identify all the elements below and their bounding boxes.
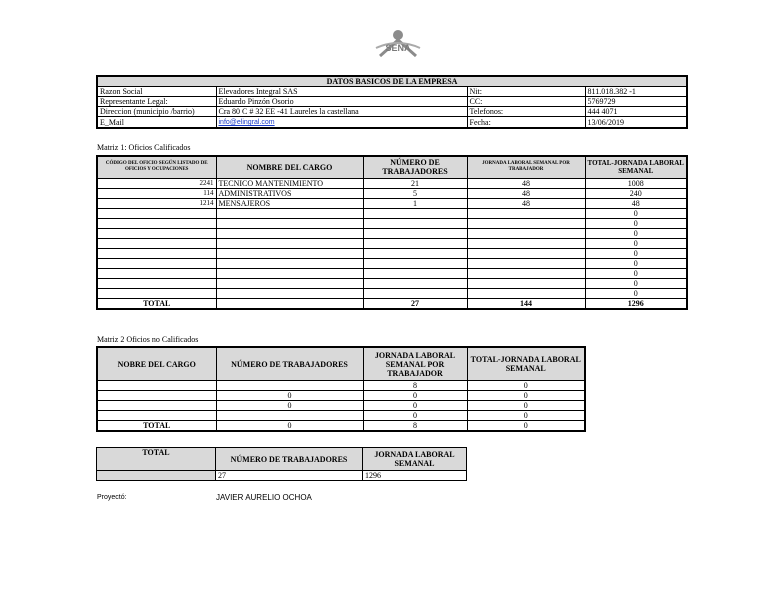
matrix2-total-row	[97, 421, 585, 432]
col-header: NOBRE DEL CARGO	[97, 347, 216, 381]
total-cell: 0	[467, 421, 585, 432]
table-cell	[467, 278, 585, 288]
table-row	[97, 268, 687, 278]
table-cell: 8	[363, 381, 467, 391]
summary-value: 1296	[363, 471, 467, 481]
table-cell	[216, 228, 363, 238]
company-value: 811.018.382 -1	[585, 87, 687, 97]
table-cell	[363, 248, 467, 258]
matrix1-total-row	[97, 298, 687, 309]
table-cell	[363, 288, 467, 298]
table-cell	[467, 268, 585, 278]
table-cell: 0	[585, 248, 687, 258]
table-row	[97, 381, 585, 391]
company-value: 13/06/2019	[585, 117, 687, 129]
company-label: Fecha:	[467, 117, 585, 129]
table-cell	[467, 208, 585, 218]
col-header: NOMBRE DEL CARGO	[216, 156, 363, 178]
table-cell: 48	[467, 178, 585, 188]
col-header: NÚMERO DE TRABAJADORES	[216, 347, 363, 381]
table-row	[97, 188, 687, 198]
company-label: Razon Social	[97, 87, 216, 97]
table-cell	[216, 238, 363, 248]
company-label: Telefonos:	[467, 107, 585, 117]
matrix2-title: Matriz 2 Oficios no Calificados	[97, 335, 199, 344]
table-cell	[467, 228, 585, 238]
table-cell: 0	[585, 288, 687, 298]
table-cell: 2241	[97, 178, 216, 188]
table-row	[97, 411, 585, 421]
company-row	[97, 117, 687, 129]
table-cell: 0	[216, 401, 363, 411]
table-row	[97, 198, 687, 208]
table-cell	[216, 218, 363, 228]
table-cell: 0	[585, 228, 687, 238]
table-cell	[216, 268, 363, 278]
total-cell: 27	[363, 298, 467, 309]
table-row	[97, 401, 585, 411]
table-cell: 0	[467, 381, 585, 391]
summary-label: TOTAL	[97, 448, 216, 471]
table-cell: TECNICO MANTENIMIENTO	[216, 178, 363, 188]
table-cell	[97, 401, 216, 411]
table-cell	[216, 258, 363, 268]
table-cell: 0	[363, 401, 467, 411]
table-cell	[467, 218, 585, 228]
matrix2-table	[96, 346, 586, 432]
table-row	[97, 218, 687, 228]
table-cell: 0	[363, 411, 467, 421]
company-row	[97, 87, 687, 97]
table-cell: 240	[585, 188, 687, 198]
table-cell	[363, 278, 467, 288]
col-header: CÓDIGO DEL OFICIO SEGÚN LISTADO DE OFICIOS Y OCUPACIONES	[97, 156, 216, 178]
table-cell	[363, 268, 467, 278]
table-cell	[216, 381, 363, 391]
table-cell	[363, 238, 467, 248]
table-cell	[97, 381, 216, 391]
col-header: NÚMERO DE TRABAJADORES	[363, 156, 467, 178]
table-cell: 1008	[585, 178, 687, 188]
sena-logo	[372, 26, 424, 66]
table-cell	[216, 288, 363, 298]
table-cell	[216, 278, 363, 288]
table-cell	[97, 288, 216, 298]
company-value: 5769729	[585, 97, 687, 107]
matrix1-title: Matriz 1: Oficios Calificados	[97, 143, 191, 152]
table-cell	[467, 288, 585, 298]
total-cell: 1296	[585, 298, 687, 309]
company-label: E_Mail	[97, 117, 216, 129]
company-value: Eduardo Pinzón Osorio	[216, 97, 467, 107]
table-cell	[97, 391, 216, 401]
table-cell	[363, 208, 467, 218]
table-cell: ADMINISTRATIVOS	[216, 188, 363, 198]
table-cell	[363, 258, 467, 268]
table-cell: 0	[585, 278, 687, 288]
table-row	[97, 248, 687, 258]
table-cell	[467, 248, 585, 258]
table-cell: 0	[585, 238, 687, 248]
company-label: CC:	[467, 97, 585, 107]
table-row	[97, 391, 585, 401]
col-header: NÚMERO DE TRABAJADORES	[216, 448, 363, 471]
table-cell: 0	[467, 401, 585, 411]
matrix1-table	[96, 155, 688, 310]
table-row	[97, 278, 687, 288]
table-cell: 114	[97, 188, 216, 198]
summary-table	[96, 447, 467, 481]
table-cell: 48	[467, 198, 585, 208]
table-cell	[363, 218, 467, 228]
email-link[interactable]: info@elingral.com	[218, 119, 275, 126]
table-cell: 5	[363, 188, 467, 198]
table-cell	[216, 411, 363, 421]
col-header: TOTAL-JORNADA LABORAL SEMANAL	[467, 347, 585, 381]
total-cell: 8	[363, 421, 467, 432]
company-value: Cra 80 C # 32 EE -41 Laureles la castellana	[216, 107, 467, 117]
total-cell	[216, 298, 363, 309]
company-row	[97, 97, 687, 107]
col-header: JORNADA LABORAL SEMANAL POR TRABAJADOR	[363, 347, 467, 381]
company-row	[97, 107, 687, 117]
table-cell	[97, 258, 216, 268]
table-cell	[216, 248, 363, 258]
table-cell	[97, 278, 216, 288]
table-cell	[467, 258, 585, 268]
footer-name: JAVIER AURELIO OCHOA	[216, 493, 312, 502]
total-cell: TOTAL	[97, 298, 216, 309]
summary-value: 27	[216, 471, 363, 481]
table-cell: 48	[467, 188, 585, 198]
table-row	[97, 228, 687, 238]
table-cell: 0	[585, 258, 687, 268]
table-cell: 0	[585, 268, 687, 278]
company-value: 444 4071	[585, 107, 687, 117]
table-cell	[97, 228, 216, 238]
table-cell: 0	[216, 391, 363, 401]
table-cell: 0	[585, 208, 687, 218]
table-cell: 1214	[97, 198, 216, 208]
svg-text:SENA: SENA	[385, 43, 411, 53]
col-header: JORNADA LABORAL SEMANAL	[363, 448, 467, 471]
total-cell: 144	[467, 298, 585, 309]
total-cell: TOTAL	[97, 421, 216, 432]
company-title: DATOS BASICOS DE LA EMPRESA	[97, 76, 687, 87]
company-label: Nit:	[467, 87, 585, 97]
table-cell: 0	[467, 411, 585, 421]
table-cell: 0	[363, 391, 467, 401]
table-row	[97, 208, 687, 218]
matrix1-header-row	[97, 156, 687, 178]
table-cell	[467, 238, 585, 248]
table-cell: 21	[363, 178, 467, 188]
table-row	[97, 258, 687, 268]
table-cell	[97, 208, 216, 218]
table-cell	[97, 218, 216, 228]
company-value: Elevadores Integral SAS	[216, 87, 467, 97]
table-row	[97, 178, 687, 188]
footer-label: Proyectó:	[97, 494, 127, 501]
matrix2-header-row	[97, 347, 585, 381]
company-label: Representante Legal:	[97, 97, 216, 107]
table-cell	[97, 238, 216, 248]
table-row	[97, 238, 687, 248]
col-header: JORNADA LABORAL SEMANAL POR TRABAJADOR	[467, 156, 585, 178]
table-cell	[216, 208, 363, 218]
table-cell: 1	[363, 198, 467, 208]
table-cell: MENSAJEROS	[216, 198, 363, 208]
table-cell	[363, 228, 467, 238]
table-row	[97, 288, 687, 298]
table-cell: 0	[467, 391, 585, 401]
total-cell: 0	[216, 421, 363, 432]
table-cell: 0	[585, 218, 687, 228]
company-data-table	[96, 75, 688, 129]
company-label: Direccion (municipio /barrio)	[97, 107, 216, 117]
table-cell	[97, 411, 216, 421]
table-cell: 48	[585, 198, 687, 208]
table-cell	[97, 268, 216, 278]
col-header: TOTAL-JORNADA LABORAL SEMANAL	[585, 156, 687, 178]
table-cell	[97, 248, 216, 258]
